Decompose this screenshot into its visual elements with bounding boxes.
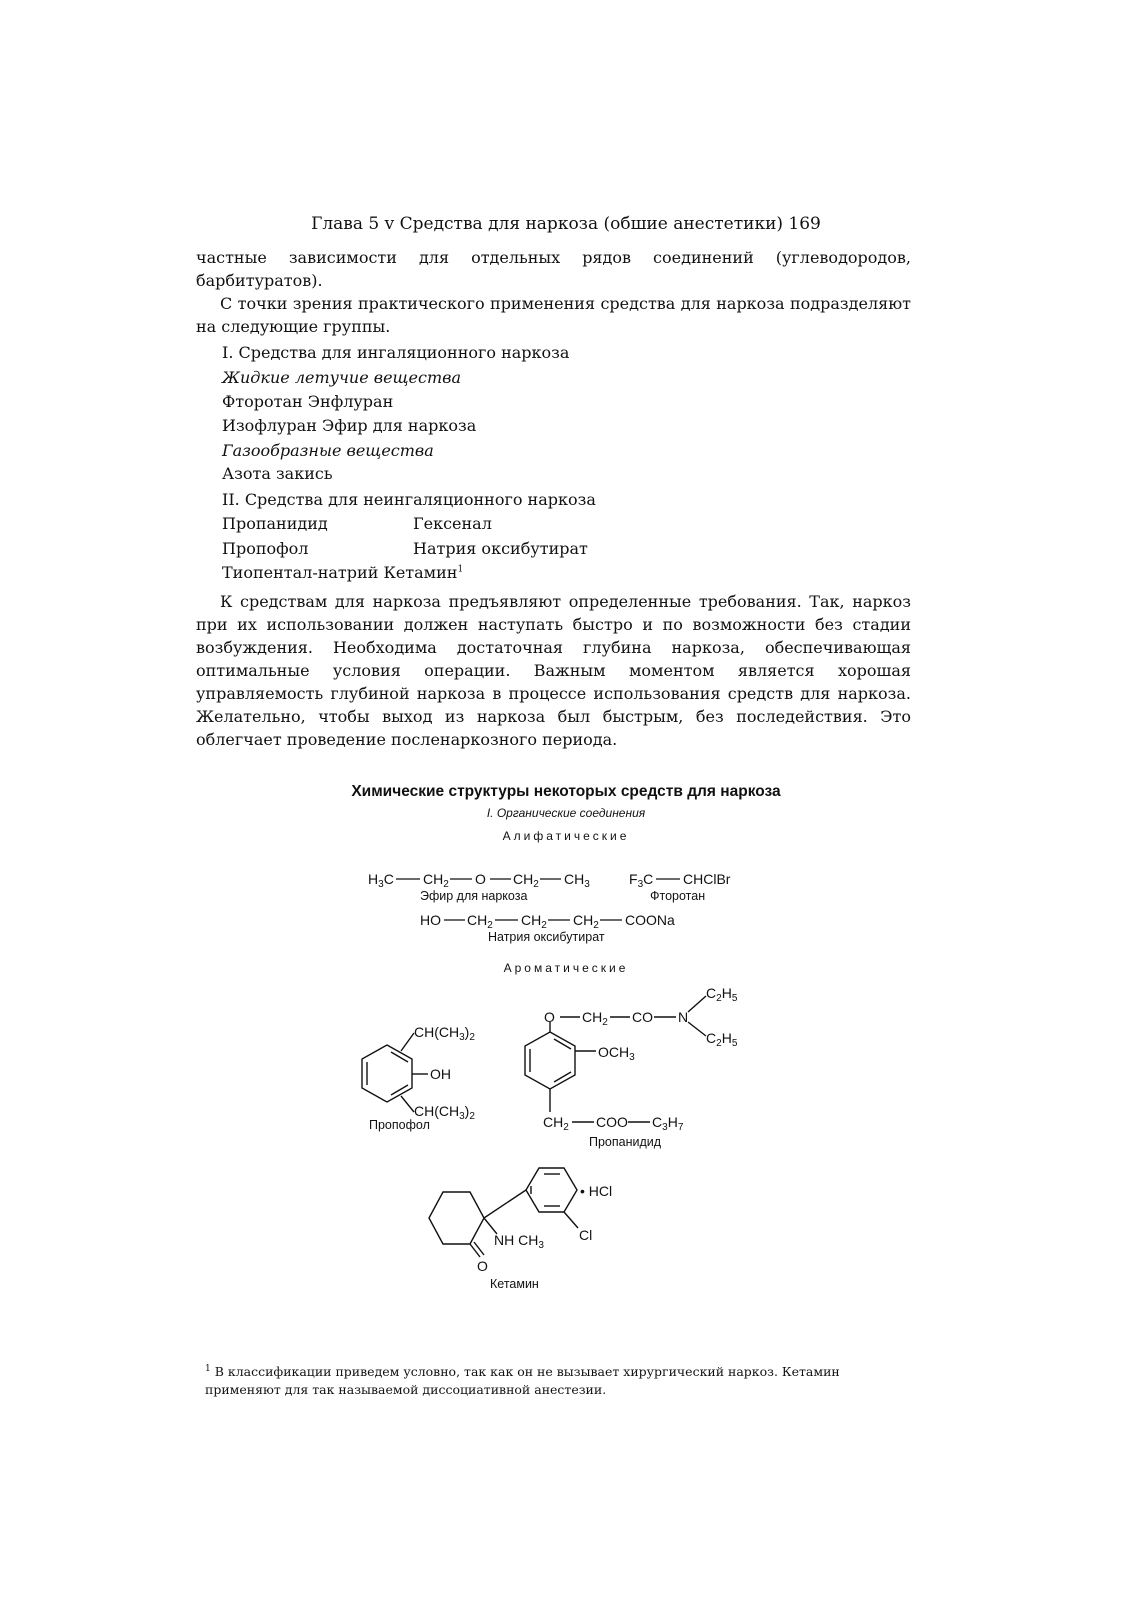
classification-gas-heading: Газообразные вещества [222, 441, 434, 460]
footnote-reference: 1 [457, 564, 464, 575]
svg-text:OCH3: $OCH_3$ [598, 1044, 635, 1063]
svg-text:CH2: $CH_2$ [423, 871, 449, 890]
paragraph-1: частные зависимости для отдельных рядов соединений (углеводородов, барбитуратов). [196, 248, 911, 290]
svg-text:C3H7: $C_3H_7$ [652, 1114, 684, 1133]
footnote [205, 1360, 845, 1399]
svg-text:CH3: $CH_3$ [564, 871, 590, 890]
page-header: Глава 5 v Средства для наркоза (обшие анестетики) 169 [311, 214, 821, 234]
svg-text:CH2: $CH_2$ [582, 1009, 608, 1028]
svg-text:NH CH3: NH $CH_3$ [494, 1232, 544, 1251]
footnote-text: В классификации приведем условно, так как он не вызывает хирургический наркоз. Кетамин применяют для так называемой диссоциативной анестезии. [205, 1364, 840, 1398]
propanidid-o: O [544, 1009, 555, 1025]
propofol-name: Пропофол [369, 1118, 430, 1132]
svg-text:CH2: $CH_2$ [573, 912, 599, 931]
ketamine-cl: Cl [579, 1227, 593, 1243]
propofol-groups [414, 1024, 475, 1122]
paragraph-2: С точки зрения практического применения средства для наркоза подразделяют на следующие группы. [196, 294, 911, 336]
classification-last-line-text: Тиопентал-натрий Кетамин [222, 563, 458, 582]
paragraph-3: К средствам для наркоза предъявляют определенные требования. Так, наркоз при их использовании должен наступать быстро и по возможности без стадии возбуждения. Необходима достаточная глубина наркоза, обеспечивающая оптимальные условия операции. Важным моментом является хорошая управляемость глубиной наркоза в процессе использования средств для наркоза. Желательно, чтобы выход из наркоза был быстрым, без последействия. Это облегчает проведение посленаркозного периода. [196, 592, 911, 749]
propanidid-co: CO [632, 1009, 653, 1025]
ketamine-groups [477, 1183, 612, 1274]
classification-liquid-line-2: Изофлуран Эфир для наркоза [222, 416, 477, 435]
oxybutyrate-formula [420, 912, 675, 931]
propofol-oh: OH [430, 1066, 451, 1082]
classification-col-a2: Пропофол [222, 539, 309, 558]
chem-aromatic-heading: Ароматические [503, 961, 629, 975]
footnote-mark: 1 [205, 1364, 211, 1374]
svg-text:CH2: $CH_2$ [513, 871, 539, 890]
propanidid-groups [543, 985, 738, 1133]
propanidid-och3: OCH [598, 1044, 630, 1060]
classification-gas-line-1: Азота закись [222, 464, 333, 483]
svg-text:HO: HO [420, 912, 441, 928]
chem-section: I. Органические соединения [486, 806, 646, 820]
svg-text:CH2: $CH_2$ [543, 1114, 569, 1133]
classification-liquid-line-1: Фторотан Энфлуран [222, 392, 394, 411]
ftorotan-formula [629, 871, 731, 890]
ether-formula [368, 871, 590, 890]
classification-group-2: II. Средства для неингаляционного наркоза [222, 490, 596, 509]
ketamine-salt: • HCl [580, 1183, 613, 1199]
svg-text:COO: COO [596, 1114, 628, 1130]
svg-text:COONa: COONa [625, 912, 675, 928]
classification-liquid-heading: Жидкие летучие вещества [222, 368, 462, 387]
svg-text:C2H5: $C_2H_5$ [706, 985, 738, 1004]
classification-col-b2: Натрия оксибутират [413, 539, 588, 558]
propanidid-n: N [678, 1009, 689, 1025]
svg-text:H3C: $H_3C$ [368, 871, 394, 890]
oxybutyrate-name: Натрия оксибутират [488, 930, 605, 944]
ketamine-name: Кетамин [490, 1277, 539, 1291]
chem-aliphatic-heading: Алифатические [502, 829, 630, 843]
ether-name: Эфир для наркоза [420, 889, 528, 903]
propofol-ring [362, 1033, 428, 1112]
ftorotan-name: Фторотан [650, 889, 706, 903]
propanidid-name: Пропанидид [589, 1135, 662, 1149]
svg-text:CH(CH3)2: $CH(CH_3)_2$ [414, 1024, 475, 1043]
svg-text:CH(CH3)2: $CH(CH_3)_2$ [414, 1103, 475, 1122]
svg-text:CHClBr: CHClBr [683, 871, 731, 887]
svg-text:O: O [475, 871, 486, 887]
classification-col-a1: Пропанидид [222, 514, 328, 533]
svg-text:CH2: $CH_2$ [521, 912, 547, 931]
chem-title: Химические структуры некоторых средств для наркоза [351, 783, 781, 800]
ketamine-o: O [477, 1258, 488, 1274]
classification-col-b1: Гексенал [413, 514, 492, 533]
svg-text:CH2: $CH_2$ [467, 912, 493, 931]
classification-group-1: I. Средства для ингаляционного наркоза [222, 343, 570, 362]
svg-text:C2H5: $C_2H_5$ [706, 1030, 738, 1049]
svg-text:F3C: $F_3C$ [629, 871, 654, 890]
